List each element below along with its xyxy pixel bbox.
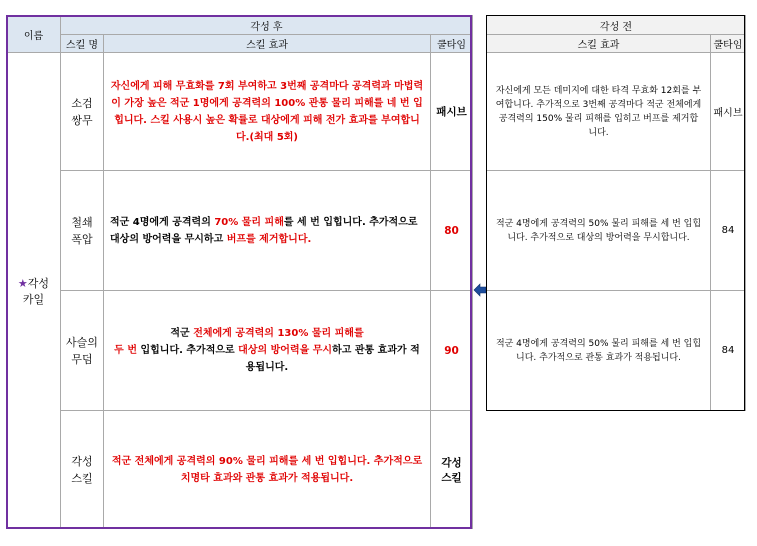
skill-name: 철쇄 폭압 [61,171,104,291]
before-skill-effect: 적군 4명에게 공격력의 50% 물리 피해를 세 번 입힙니다. 추가적으로 대상의 방어력을 무시합니다. [487,171,711,291]
before-effect-header: 스킬 효과 [487,35,711,53]
skill-name-header: 스킬 명 [61,35,104,53]
before-awakening-table [486,15,746,411]
skill-effect: 자신에게 피해 무효화를 7회 부여하고 3번째 공격마다 공격력과 마법력이 가장 높은 적군 1명에게 공격력의 100% 관통 물리 피해를 네 번 입힙니다. 스킬 사용시 높은 확률로 대상에게 피해 전가 효과를 부여합니다.(최대 5회) [104,53,431,171]
character-name-cell [7,53,61,529]
skill-effect: 적군 전체에게 공격력의 90% 물리 피해를 세 번 입힙니다. 추가적으로 치명타 효과와 관통 효과가 적용됩니다. [104,411,431,529]
cooldown-header: 쿨타임 [431,35,473,53]
before-cooldown-header: 쿨타임 [711,35,746,53]
skill-name: 소검 쌍무 [61,53,104,171]
skill-cooldown: 90 [431,291,473,411]
before-skill-effect: 자신에게 모든 데미지에 대한 타격 무효화 12회를 부여합니다. 추가적으로 3번째 공격마다 적군 전체에게 공격력의 150% 물리 피해를 입히고 버프를 제거합니다. [487,53,711,171]
skill-effect-header: 스킬 효과 [104,35,431,53]
after-awakening-table [6,15,473,529]
character-name: 각성 카일 [22,276,50,306]
skill-effect: 적군 전체에게 공격력의 130% 물리 피해를 두 번 입힙니다. 추가적으로 대상의 방어력을 무시하고 관통 효과가 적용됩니다. [104,291,431,411]
skill-name: 사슬의 무덤 [61,291,104,411]
before-skill-cooldown: 84 [711,291,746,411]
skill-cooldown: 패시브 [431,53,473,171]
before-group-header: 각성 전 [487,16,746,35]
skill-cooldown: 각성 스킬 [431,411,473,529]
before-skill-cooldown: 84 [711,171,746,291]
skill-name: 각성 스킬 [61,411,104,529]
name-header: 이름 [7,16,61,53]
star-icon: ★ [17,276,28,290]
before-skill-effect: 적군 4명에게 공격력의 50% 물리 피해를 세 번 입힙니다. 추가적으로 관통 효과가 적용됩니다. [487,291,711,411]
left-arrow-icon [473,283,487,297]
after-group-header: 각성 후 [61,16,473,35]
skill-cooldown: 80 [431,171,473,291]
skill-effect: 적군 4명에게 공격력의 70% 물리 피해를 세 번 입힙니다. 추가적으로 대상의 방어력을 무시하고 버프를 제거합니다. [104,171,431,291]
before-skill-cooldown: 패시브 [711,53,746,171]
